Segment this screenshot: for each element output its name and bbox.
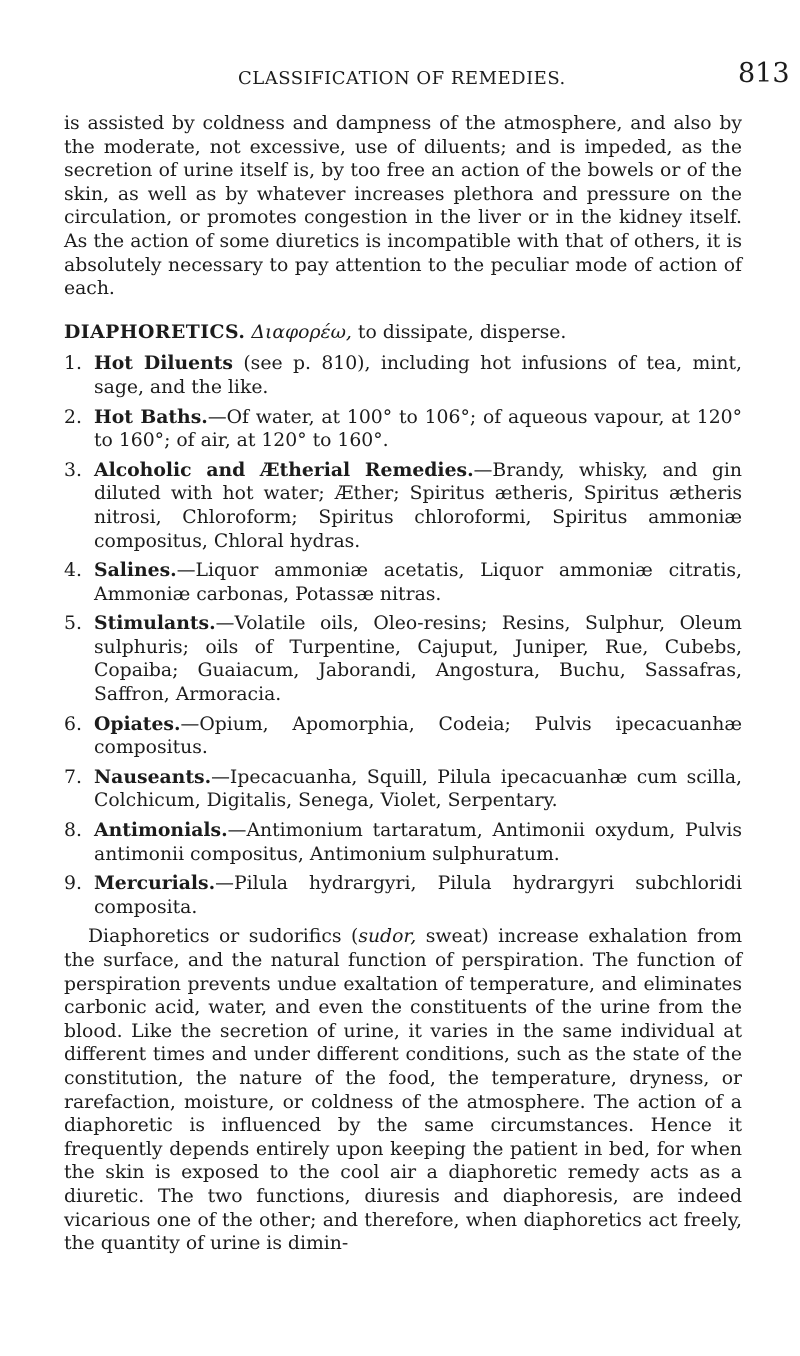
section-title: DIAPHORETICS.: [64, 320, 246, 343]
remedy-list: [64, 352, 742, 919]
list-item: 5. Stimulants.—Volatile oils, Oleo-resins; Resins, Sulphur, Oleum sulphuris; oils of Turpentine, Cajuput, Juniper, Rue, Cubebs, Copaiba; Guaiacum, Jaborandi, Angostura, Buchu, Sassafras, Saffron, Armoracia.: [64, 612, 742, 706]
list-item: 1. Hot Diluents (see p. 810), including hot infusions of tea, mint, sage, and the like.: [64, 352, 742, 398]
list-item: 2. Hot Baths.—Of water, at 100° to 106°; of aqueous vapour, at 120° to 160°; of air, at 120° to 160°.: [64, 405, 742, 452]
list-item: 4. Salines.—Liquor ammoniæ acetatis, Liquor ammoniæ citratis, Ammoniæ carbonas, Potassæ nitras.: [64, 559, 742, 605]
section-heading: [64, 321, 742, 345]
page-body: [64, 112, 742, 1256]
list-item: 9. Mercurials.—Pilula hydrargyri, Pilula hydrargyri subchloridi composita.: [64, 872, 742, 918]
latin-term: sudor,: [358, 926, 417, 948]
intro-paragraph: is assisted by coldness and dampness of the atmosphere, and also by the moderate, not excessive, use of diluents; and is impeded, as the secretion of urine itself is, by too free an action of the bowels or of the skin, as well as by whatever increases plethora and pressure on the circulation, or promotes congestion in the liver or in the kidney itself. As the action of some diuretics is incompatible with that of others, it is absolutely necessary to pay attention to the peculiar mode of action of each.: [64, 113, 742, 300]
page-number: 813: [738, 58, 790, 89]
list-item: 3. Alcoholic and Ætherial Remedies.—Brandy, whisky, and gin diluted with hot water; Æther; Spiritus ætheris, Spiritus ætheris nitrosi, Chloroform; Spiritus chloroformi, Spiritus ammoniæ compositus, Chloral hydras.: [64, 458, 742, 552]
list-item: 6. Opiates.—Opium, Apomorphia, Codeia; Pulvis ipecacuanhæ compositus.: [64, 712, 742, 759]
etymology-gloss: to dissipate, disperse.: [357, 321, 567, 343]
closing-paragraph: Diaphoretics or sudorifics (sudor, sweat) increase exhalation from the surface, and the natural function of perspiration. The function of perspiration prevents undue exaltation of temperature, and eliminates carbonic acid, water, and even the constituents of the urine from the blood. Like the secretion of urine, it varies in the same individual at different times and under different conditions, such as the state of the constitution, the nature of the food, the temperature, dryness, or rarefaction, moisture, or coldness of the atmosphere. The action of a diaphoretic is influenced by the same circumstances. Hence it frequently depends entirely upon keeping the patient in bed, for when the skin is exposed to the cool air a diaphoretic remedy acts as a diuretic. The two functions, diuresis and diaphoresis, are indeed vicarious one of the other; and therefore, when diaphoretics act freely, the quantity of urine is dimin-: [64, 926, 742, 1255]
running-title: CLASSIFICATION OF REMEDIES.: [238, 68, 566, 89]
list-item: 8. Antimonials.—Antimonium tartaratum, Antimonii oxydum, Pulvis antimonii compositus, Antimonium sulphuratum.: [64, 819, 742, 865]
greek-etymology: Διαφορέω,: [251, 321, 352, 343]
running-head: [0, 58, 800, 88]
list-item: 7. Nauseants.—Ipecacuanha, Squill, Pilula ipecacuanhæ cum scilla, Colchicum, Digitalis, Senega, Violet, Serpentary.: [64, 765, 742, 812]
